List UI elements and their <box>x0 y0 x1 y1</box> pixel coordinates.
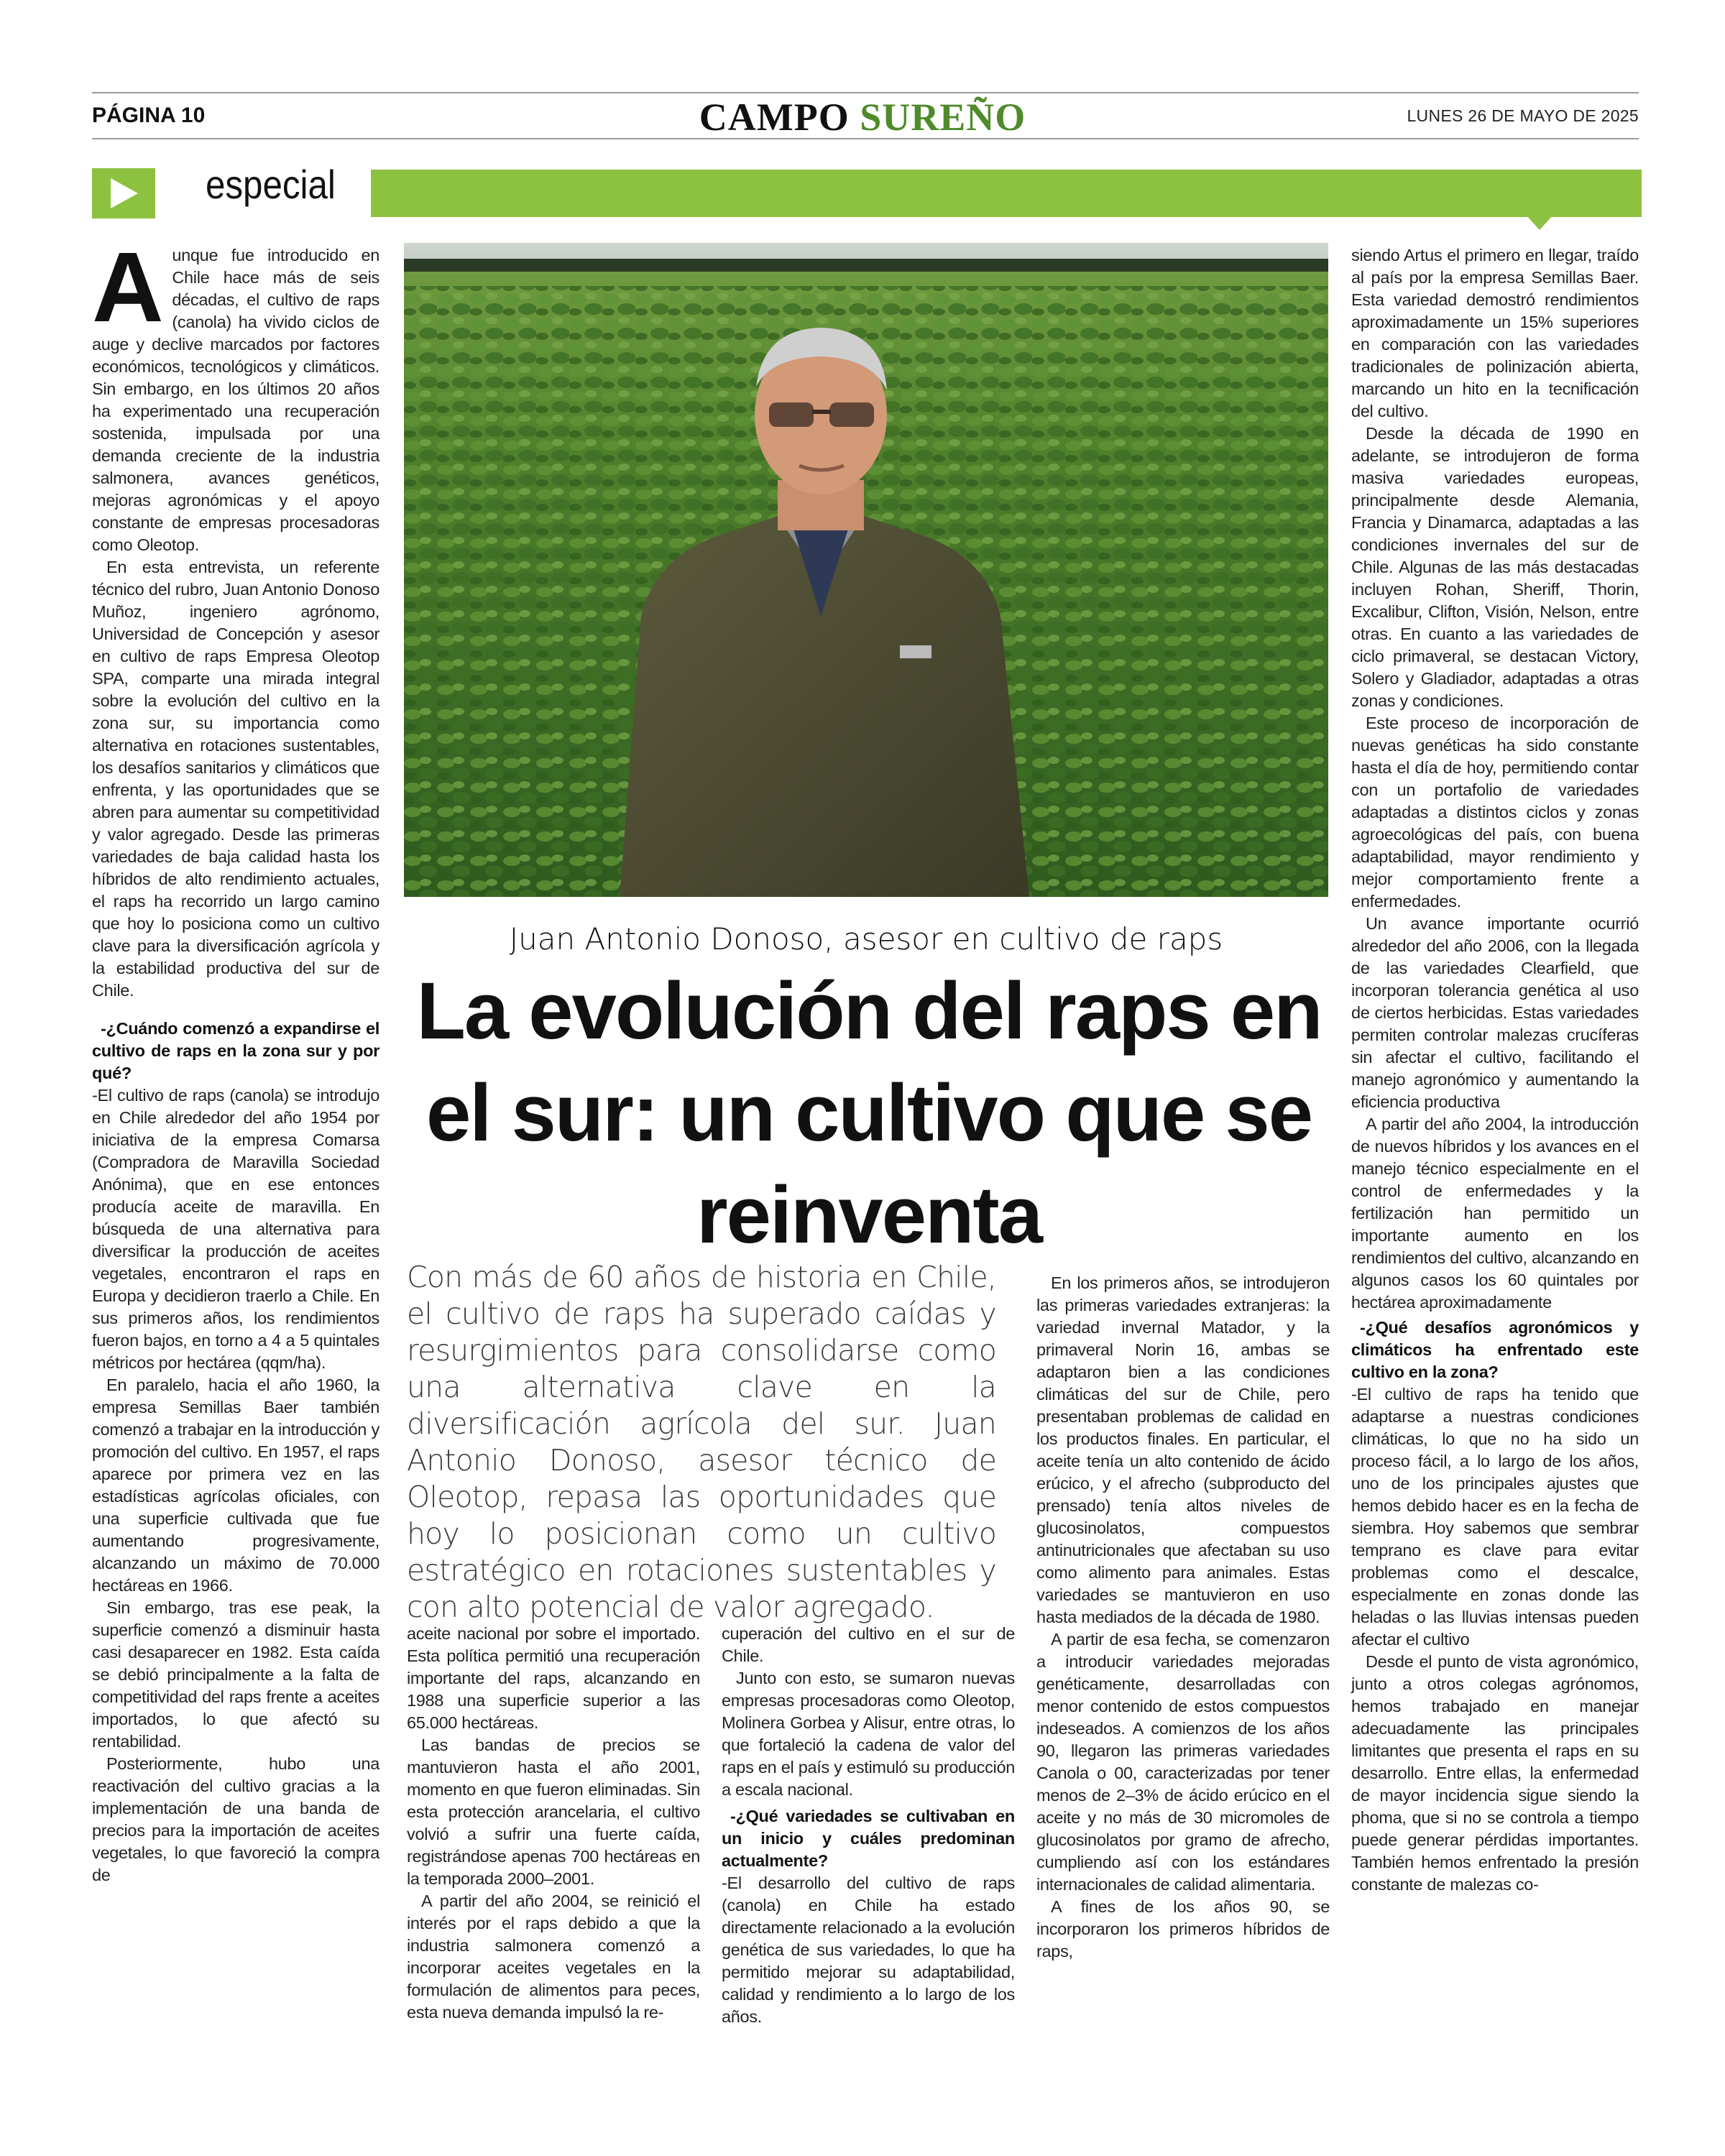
article-column-3 <box>722 1623 1015 2028</box>
paragraph: Este proceso de incorporación de nuevas genéticas ha sido constante hasta el día de hoy, permitiendo contar con un portafolio de variedades adaptadas a distintos ciclos y zonas agroecológicas del país, con buena adaptabilidad, mayor rendimiento y mejor comportamiento frente a enfermedades. <box>1351 714 1639 911</box>
paragraph: Las bandas de precios se mantuvieron hasta el año 2001, momento en que fueron eliminadas. Sin esta protección arancelaria, el cultivo volvió a sufrir una fuerte caída, registrándose apenas 700 hectáreas en la temporada 2000–2001. <box>407 1736 700 1888</box>
masthead-campo: CAMPO <box>699 96 860 139</box>
paragraph: -El cultivo de raps (canola) se introdujo en Chile alrededor del año 1954 por iniciativa de la empresa Comarsa (Compradora de Maravilla Sociedad Anónima), que en ese entonces producía aceite de maravilla. En búsqueda de una alternativa para diversificar la producción de aceites vegetales, encontraron el raps en Europa y decidieron traerlo a Chile. En sus primeros años, los rendimientos fueron bajos, en torno a 4 a 5 quintales métricos por hectárea (qqm/ha). <box>92 1086 380 1372</box>
paragraph: En esta entrevista, un referente técnico del rubro, Juan Antonio Donoso Muñoz, ingeniero agrónomo, Universidad de Concepción y asesor en cultivo de raps Empresa Oleotop SPA, comparte una mirada integral sobre la evolución del cultivo en la zona sur, su importancia como alternativa en rotaciones sustentables, los desafíos sanitarios y climáticos que enfrenta, y las oportunidades que se abren para aumentar su competitividad y valor agregado. Desde las primeras variedades de baja calidad hasta los híbridos de alto rendimiento actuales, el raps ha recorrido un largo camino que hoy lo posiciona como un cultivo clave para la diversificación agrícola y la estabilidad productiva del sur de Chile. <box>92 558 380 1000</box>
issue-date: LUNES 26 DE MAYO DE 2025 <box>1407 106 1639 125</box>
header-top-rule <box>92 92 1639 93</box>
section-bar <box>371 170 1642 217</box>
section-bar-notch <box>1527 216 1552 230</box>
section-label: especial <box>206 162 336 207</box>
paragraph: Desde el punto de vista agronómico, junto a otros colegas agrónomos, hemos trabajado en manejar adecuadamente las principales limitantes que presenta el raps en su desarrollo. Entre ellas, la enfermedad de mayor incidencia sigue siendo la phoma, que si no se controla a tiempo puede generar pérdidas importantes. También hemos enfrentado la presión constante de malezas co- <box>1351 1652 1639 1894</box>
article-column-1 <box>92 232 380 1886</box>
article-column-5 <box>1351 244 1639 1896</box>
paragraph: A partir del año 2004, la introducción de nuevos híbridos y los avances en el manejo técnico especialmente en el control de enfermedades y la fertilización han permitido un importante aumento en los rendimientos del cultivo, alcanzando en algunos casos los 60 quintales por hectárea aproximadamente <box>1351 1115 1639 1312</box>
lead-paragraph: Con más de 60 años de historia en Chile, el cultivo de raps ha superado caídas y resurgimientos para consolidarse como una alternativa clave en la diversificación agrícola del sur. Juan Antonio Donoso, asesor técnico de Oleotop, repasa las oportunidades que hoy lo posicionan como un cultivo estratégico en rotaciones sustentables y con alto potencial de valor agregado. <box>407 1260 996 1624</box>
question-3: -¿Qué desafíos agronómicos y climáticos ha enfrentado este cultivo en la zona? <box>1351 1318 1639 1381</box>
paragraph: unque fue introducido en Chile hace más de seis décadas, el cultivo de raps (canola) ha vivido ciclos de auge y declive marcados por factores económicos, tecnológicos y climáticos. Sin embargo, en los últimos 20 años ha experimentado una recuperación sostenida, impulsada por una demanda creciente de la industria salmonera, avances genéticos, mejoras agronómicas y el apoyo constante de empresas procesadoras como Oleotop. <box>92 246 380 554</box>
paragraph: A partir de esa fecha, se comenzaron a introducir variedades mejoradas genéticamente, desarrolladas con menor contenido de estos compuestos indeseados. A comienzos de los años 90, llegaron las primeras variedades Canola o 00, caracterizadas por tener menos de 2–3% de ácido erúcico en el aceite y no más de 30 micromoles de glucosinolatos por gramo de afrecho, cumpliendo así con los estándares internacionales de calidad alimentaria. <box>1036 1630 1330 1894</box>
article-column-4 <box>1036 1272 1330 1963</box>
paragraph: Posteriormente, hubo una reactivación del cultivo gracias a la implementación de una banda de precios para la importación de aceites vegetales, lo que favoreció la compra de <box>92 1754 380 1884</box>
paragraph: En los primeros años, se introdujeron las primeras variedades extranjeras: la variedad invernal Matador, y la primaveral Norin 16, ambas se adaptaron bien a las condiciones climáticas del sur de Chile, pero presentaban problemas de calidad en los productos finales. En particular, el aceite tenía un alto contenido de ácido erúcico, y el afrecho (subproducto del prensado) tenía altos niveles de glucosinolatos, compuestos antinutricionales que afectaban su uso como alimento para animales. Estas variedades se mantuvieron en uso hasta mediados de la década de 1980. <box>1036 1273 1330 1626</box>
photo-illustration <box>404 243 1328 897</box>
paragraph: -El desarrollo del cultivo de raps (canola) en Chile ha estado directamente relacionado a la evolución genética de sus variedades, lo que ha permitido mejorar su adaptabilidad, calidad y rendimiento a lo largo de los años. <box>722 1874 1015 2026</box>
play-arrow-icon <box>92 168 155 218</box>
drop-cap: A <box>92 232 164 343</box>
paragraph: A fines de los años 90, se incorporaron los primeros híbridos de raps, <box>1036 1897 1330 1961</box>
paragraph: Sin embargo, tras ese peak, la superficie comenzó a disminuir hasta casi desaparecer en 1982. Esta caída se debió principalmente a la falta de competitividad del raps frente a aceites importados, lo que afectó su rentabilidad. <box>92 1598 380 1751</box>
paragraph: aceite nacional por sobre el importado. Esta política permitió una recuperación importante del raps, alcanzando en 1988 una superficie superior a las 65.000 hectáreas. <box>407 1624 700 1732</box>
question-2: -¿Qué variedades se cultivaban en un inicio y cuáles predominan actualmente? <box>722 1807 1015 1870</box>
page-number: PÁGINA 10 <box>92 103 206 127</box>
kicker: Juan Antonio Donoso, asesor en cultivo de raps <box>509 921 1223 957</box>
article-column-2 <box>407 1623 700 2024</box>
paragraph: A partir del año 2004, se reinició el interés por el raps debido a que la industria salmonera comenzó a incorporar aceites vegetales en la formulación de alimentos para peces, esta nueva demanda impulsó la re- <box>407 1892 700 2022</box>
paragraph: Un avance importante ocurrió alrededor del año 2006, con la llegada de las variedades Clearfield, que incorporan tolerancia genética al uso de ciertos herbicidas. Estas variedades permiten controlar malezas crucíferas sin afectar el cultivo, facilitando el manejo agronómico y aumentando la eficiencia productiva <box>1351 914 1639 1111</box>
paragraph: siendo Artus el primero en llegar, traído al país por la empresa Semillas Baer. Esta variedad demostró rendimientos aproximadamente un 15% superiores en comparación con las variedades tradicionales de polinización abierta, marcando un hito en la tecnificación del cultivo. <box>1351 246 1639 420</box>
question-1: -¿Cuándo comenzó a expandirse el cultivo de raps en la zona sur y por qué? <box>92 1019 380 1082</box>
paragraph: -El cultivo de raps ha tenido que adaptarse a nuestras condiciones climáticas, lo que no ha sido un proceso fácil, a lo largo de los años, uno de los principales ajustes que hemos debido hacer es en la fecha de siembra. Hoy sabemos que sembrar temprano es clave para evitar problemas como el descalce, especialmente en zonas donde las heladas o las lluvias intensas pueden afectar el cultivo <box>1351 1385 1639 1649</box>
paragraph: Junto con esto, se sumaron nuevas empresas procesadoras como Oleotop, Molinera Gorbea y Alisur, entre otras, lo que fortaleció la cadena de valor del raps en el país y estimuló su producción a escala nacional. <box>722 1669 1015 1799</box>
paragraph: cuperación del cultivo en el sur de Chile. <box>722 1624 1015 1665</box>
paragraph: Desde la década de 1990 en adelante, se introdujeron de forma masiva variedades europeas, principalmente desde Alemania, Francia y Dinamarca, adaptadas a las condiciones invernales del sur de Chile. Algunas de las más destacadas incluyen Rohan, Sheriff, Thorin, Excalibur, Clifton, Visión, Nelson, entre otras. En cuanto a las variedades de ciclo primaveral, se destacan Victory, Solero y Gladiador, adaptadas a otras zonas y condiciones. <box>1351 424 1639 710</box>
masthead-sureno: SUREÑO <box>860 96 1026 139</box>
man-in-rapeseed-field-photo[interactable] <box>404 243 1328 897</box>
paragraph: En paralelo, hacia el año 1960, la empresa Semillas Baer también comenzó a trabajar en la introducción y promoción del cultivo. En 1957, el raps aparece por primera vez en las estadísticas agrícolas oficiales, con una superficie cultivada que fue aumentando progresivamente, alcanzando un máximo de 70.000 hectáreas en 1966. <box>92 1376 380 1595</box>
headline: La evolución del raps en el sur: un cultivo que se reinventa <box>416 966 1322 1260</box>
